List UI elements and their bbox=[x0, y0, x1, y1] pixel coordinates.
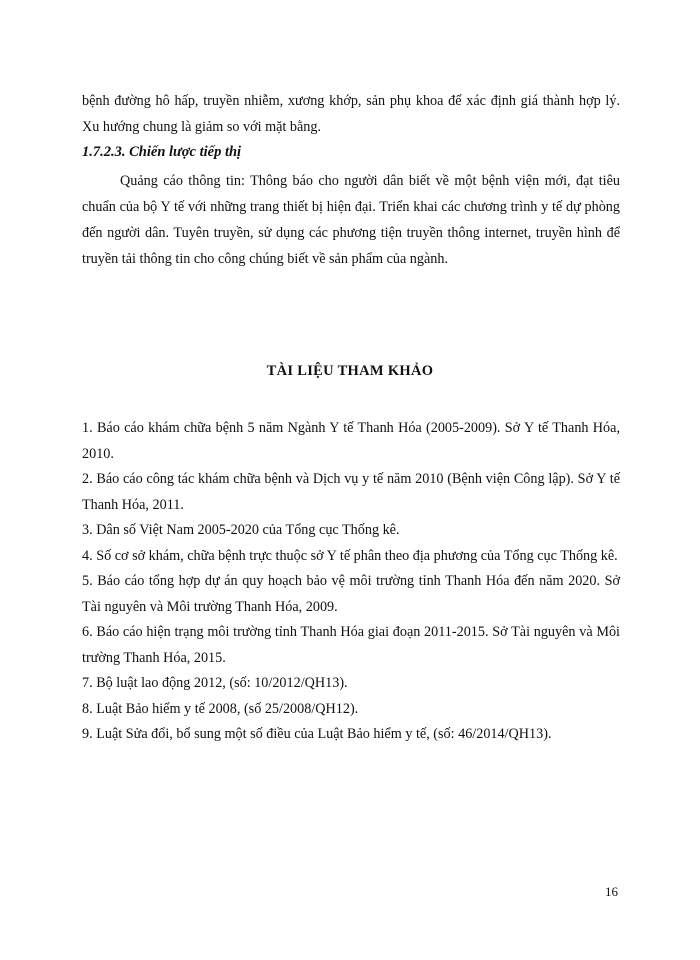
reference-item: 8. Luật Bảo hiểm y tế 2008, (số 25/2008/QH12). bbox=[82, 700, 359, 717]
reference-item: 3. Dân số Việt Nam 2005-2020 của Tổng cục Thống kê. bbox=[82, 522, 400, 538]
page-number: 16 bbox=[605, 884, 618, 899]
reference-item: 5. Báo cáo tổng hợp dự án quy hoạch bảo vệ môi trường tỉnh Thanh Hóa đến năm 2020. Sở Tài nguyên và Môi trường Thanh Hóa, 2009. bbox=[82, 573, 620, 615]
references-title: TÀI LIỆU THAM KHẢO bbox=[266, 363, 434, 379]
reference-item: 9. Luật Sửa đổi, bổ sung một số điều của Luật Bảo hiểm y tế, (số: 46/2014/QH13). bbox=[82, 726, 552, 742]
reference-item: 7. Bộ luật lao động 2012, (số: 10/2012/QH13). bbox=[82, 675, 348, 691]
body-paragraph-1: bệnh đường hô hấp, truyền nhiễm, xương khớp, sản phụ khoa để xác định giá thành hợp lý. Xu hướng chung là giảm so với mặt bằng. bbox=[82, 93, 620, 135]
body-paragraph-2: Quảng cáo thông tin: Thông báo cho người dân biết về một bệnh viện mới, đạt tiêu chuẩn của bộ Y tế với những trang thiết bị hiện đại. Triển khai các chương trình y tế dự phòng đến người dân. Tuyên truyền, sử dụng các phương tiện truyền thông internet, truyền hình để truyền tải thông tin cho công chúng biết về sản phẩm của ngành. bbox=[82, 173, 620, 267]
reference-item: 2. Báo cáo công tác khám chữa bệnh và Dịch vụ y tế năm 2010 (Bệnh viện Công lập). Sở Y tế Thanh Hóa, 2011. bbox=[82, 471, 620, 513]
reference-item: 1. Báo cáo khám chữa bệnh 5 năm Ngành Y tế Thanh Hóa (2005-2009). Sở Y tế Thanh Hóa, 2010. bbox=[82, 420, 620, 462]
references-list bbox=[82, 416, 620, 748]
reference-item: 6. Báo cáo hiện trạng môi trường tỉnh Thanh Hóa giai đoạn 2011-2015. Sở Tài nguyên và Môi trường Thanh Hóa, 2015. bbox=[82, 624, 620, 666]
reference-item: 4. Số cơ sở khám, chữa bệnh trực thuộc sở Y tế phân theo địa phương của Tổng cục Thống kê. bbox=[82, 547, 618, 564]
section-heading: 1.7.2.3. Chiến lược tiếp thị bbox=[82, 144, 242, 160]
